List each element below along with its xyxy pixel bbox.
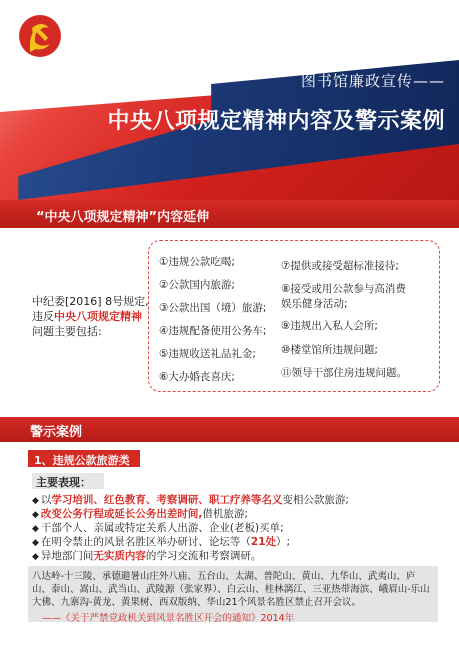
diamond-bullet-icon: ◆ bbox=[32, 552, 39, 562]
bullet-text: 以 bbox=[40, 494, 52, 506]
intro-line-2 bbox=[32, 309, 150, 324]
bullet-text: ）; bbox=[276, 536, 291, 548]
bullet-item bbox=[32, 549, 261, 564]
performance-label: 主要表现： bbox=[36, 476, 91, 489]
intro-line-3: 问题主要包括: bbox=[32, 325, 102, 338]
intro-line-1: 中纪委[2016] 8号规定, bbox=[32, 295, 149, 308]
rule-item: ⑨违规出入私人会所; bbox=[281, 320, 378, 332]
intro-line-2-prefix: 违反 bbox=[32, 310, 54, 323]
header-subtitle: 图书馆廉政宣传—— bbox=[300, 72, 445, 90]
diamond-bullet-icon: ◆ bbox=[32, 510, 39, 520]
section-header-rules bbox=[0, 200, 459, 228]
bullet-highlight: 改变公务行程或延长公务出差时间, bbox=[40, 508, 203, 520]
rule-item: ①违规公款吃喝; bbox=[159, 256, 235, 268]
rule-item: ⑧接受或用公款参与高消费 bbox=[281, 283, 406, 295]
bullet-item bbox=[32, 535, 290, 550]
rule-item: ⑩楼堂馆所违规问题; bbox=[281, 344, 378, 356]
intro-highlight: 中央八项规定精神 bbox=[54, 310, 142, 323]
bullet-highlight: 无实质内容 bbox=[93, 550, 146, 562]
bullet-text: 异地部门间 bbox=[40, 550, 94, 562]
bullet-item bbox=[32, 521, 284, 536]
bullet-text: 干部个人、亲属或特定关系人出游、企业(老板)买单; bbox=[40, 522, 284, 534]
bullet-text: 变相公款旅游; bbox=[282, 494, 349, 506]
rule-item: ③公款出国（境）旅游; bbox=[159, 302, 267, 314]
bullet-text: 借机旅游; bbox=[202, 508, 248, 520]
section-header-cases bbox=[0, 417, 459, 442]
case-title: 1、违规公款旅游类 bbox=[34, 454, 130, 467]
scenic-areas-note bbox=[28, 566, 438, 622]
rule-item: ⑪领导干部住房违规问题。 bbox=[281, 367, 407, 379]
rule-item: ⑥大办婚丧喜庆; bbox=[159, 371, 235, 383]
diamond-bullet-icon: ◆ bbox=[32, 538, 39, 548]
rules-intro bbox=[32, 294, 150, 339]
page-title: 中央八项规定精神内容及警示案例 bbox=[107, 109, 445, 134]
scenic-areas-list: 八达岭-十三陵、承德避暑山庄外八庙、五台山、太湖、普陀山、黄山、九华山、武夷山、庐山、泰山、嵩山、武当山、武陵源（张家界）、白云山、桂林漓江、三亚热带海滨、峨眉山-乐山大佛、九寨沟-黄龙、黄果树、西双版纳、华山21个风景名胜区禁止召开会议。 bbox=[32, 571, 430, 608]
bullet-item bbox=[32, 507, 248, 522]
party-emblem-icon bbox=[18, 14, 62, 58]
rule-item: ⑦提供或接受超标准接待; bbox=[281, 260, 399, 272]
case-title-badge bbox=[28, 450, 140, 467]
header-banner bbox=[0, 0, 459, 200]
bullet-item bbox=[32, 493, 349, 508]
bullet-highlight: 21处 bbox=[250, 536, 277, 548]
bullet-text: 的学习交流和考察调研。 bbox=[145, 550, 262, 562]
rule-item: ⑤违规收送礼品礼金; bbox=[159, 348, 256, 360]
diamond-bullet-icon: ◆ bbox=[32, 496, 39, 506]
rule-item: 娱乐健身活动; bbox=[281, 298, 348, 310]
rule-item: ④违规配备使用公务车; bbox=[159, 325, 267, 337]
bullet-highlight: 学习培训、红色教育、考察调研、职工疗养等名义 bbox=[51, 494, 283, 506]
bullet-text: 在明令禁止的风景名胜区举办研讨、论坛等（ bbox=[40, 536, 251, 548]
diamond-bullet-icon: ◆ bbox=[32, 524, 39, 534]
rules-box bbox=[148, 240, 440, 392]
section-title-cases: 警示案例 bbox=[30, 425, 83, 440]
rule-item: ②公款国内旅游; bbox=[159, 279, 235, 291]
citation: ——《关于严禁党政机关到风景名胜区开会的通知》2014年 bbox=[42, 613, 295, 624]
performance-label-box bbox=[32, 473, 104, 489]
section-title-rules: “中央八项规定精神”内容延伸 bbox=[36, 210, 210, 225]
